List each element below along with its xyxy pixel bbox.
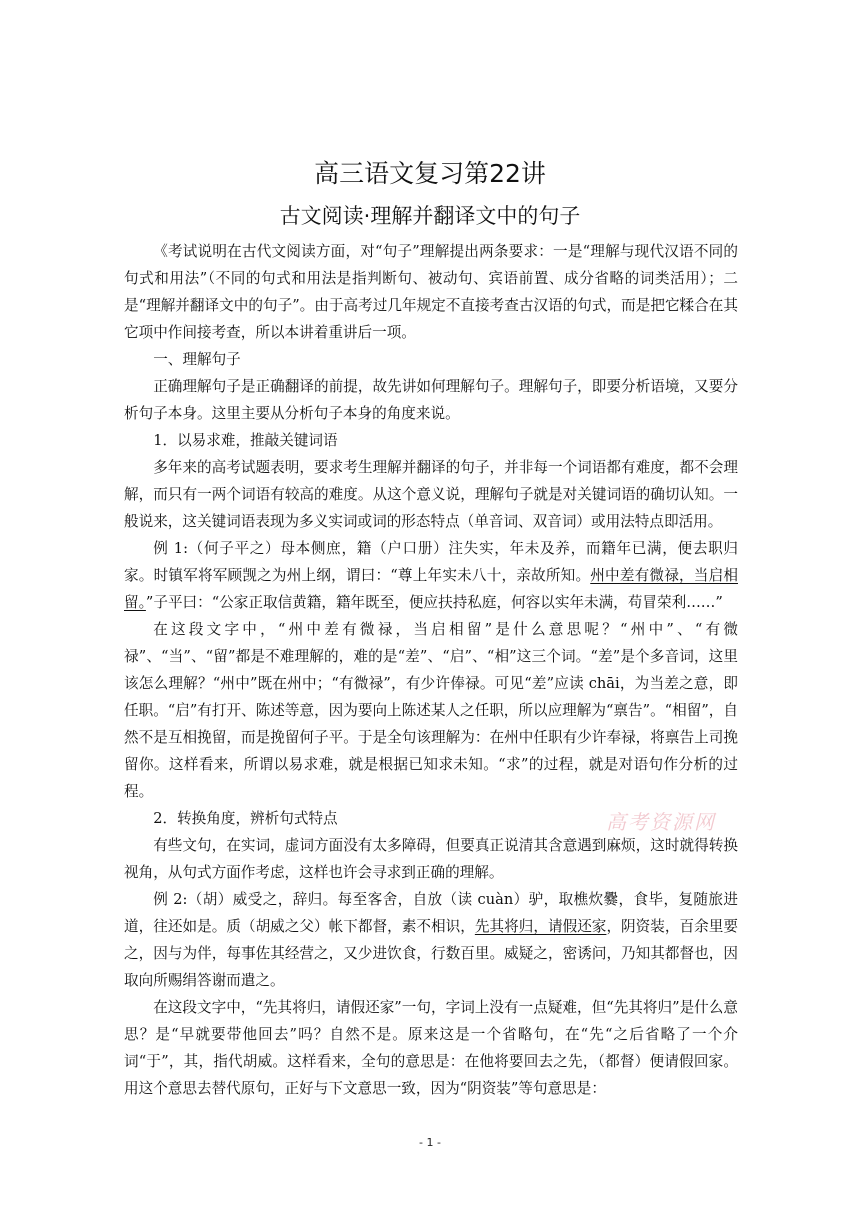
example-1-text-a: 例 1:（何子平之）母本侧庶，籍（户口册）注失实，年未及养，而籍年已满，便去职归家。时镇军将军顾觊之为州上纲，谓曰：“尊上年实未八十，亲故所知。	[124, 540, 738, 584]
example-1	[124, 535, 738, 616]
example-2	[124, 886, 738, 994]
document-subtitle: 古文阅读·理解并翻译文中的句子	[279, 204, 581, 228]
example-2-underlined: 先其将归，请假还家	[474, 918, 607, 935]
page-number: - 1 -	[419, 1136, 441, 1149]
paragraph-4: 在这段文字中，“州中差有微禄，当启相留”是什么意思呢？“州中”、“有微禄”、“当”、“留”都是不难理解的，难的是“差”、“启”、“相”这三个词。“差”是个多音词，这里该怎么理解？“州中”既在州中；“有微禄”，有少许俸禄。可见“差”应读 chāi，为当差之意，即任职。“启”有打开、陈述等意，因为要向上陈述某人之任职，所以应理解为“禀告”。“相留”，自然不是互相挽留，而是挽留何子平。于是全句该理解为：在州中任职有少许奉禄，将禀告上司挽留你。这样看来，所谓以易求难，就是根据已知求未知。“求”的过程，就是对语句作分析的过程。	[124, 621, 738, 800]
document-title: 高三语文复习第22讲	[314, 159, 546, 188]
subheading-1: 1．以易求难，推敲关键词语	[153, 432, 338, 449]
intro-paragraph: 《考试说明在古代文阅读方面，对“句子”理解提出两条要求：一是“理解与现代汉语不同的句式和用法”（不同的句式和用法是指判断句、被动句、宾语前置、成分省略的词类活用）；二是“理解并翻译文中的句子”。由于高考过几年规定不直接考查古汉语的句式，而是把它糅合在其它项中作间接考查，所以本讲着重讲后一项。	[124, 243, 738, 341]
paragraph-6: 在这段文字中，“先其将归，请假还家”一句，字词上没有一点疑难，但“先其将归”是什么意思？是“早就要带他回去”吗？自然不是。原来这是一个省略句，在“先“之后省略了一个介词“于”，其，指代胡威。这样看来，全句的意思是：在他将要回去之先，（都督）便请假回家。用这个意思去替代原句，正好与下文意思一致，因为“阴资装”等句意思是：	[124, 999, 738, 1097]
subheading-2: 2．转换角度，辨析句式特点	[153, 810, 338, 827]
example-2-text-a: 例 2:（胡）威受之，辞归。每至客舍，自放（读 cuàn）驴，取樵炊爨，食毕，复随旅进道，往还如是。质（胡威之父）帐下都督，素不相识，	[124, 891, 738, 935]
section-heading-1: 一、理解句子	[153, 351, 241, 368]
paragraph-2: 正确理解句子是正确翻译的前提，故先讲如何理解句子。理解句子，即要分析语境，又要分析句子本身。这里主要从分析句子本身的角度来说。	[124, 378, 738, 422]
example-2-text-b: ，阴资装，百余里要之，因与为伴，每事佐其经营之，又少进饮食，行数百里。威疑之，密诱问，乃知其都督也，因取向所赐绢答谢而遣之。	[124, 918, 738, 989]
paragraph-5: 有些文句，在实词，虚词方面没有太多障碍，但要真正说清其含意遇到麻烦，这时就得转换视角，从句式方面作考虑，这样也许会寻求到正确的理解。	[124, 837, 738, 881]
watermark: 高考资源网	[606, 810, 716, 834]
example-1-text-b: ”子平曰：“公家正取信黄籍，籍年既至，便应扶持私庭，何容以实年未满，苟冒荣利……”	[145, 594, 723, 611]
document-body	[124, 238, 738, 1102]
example-1-underlined: 州中差有微禄，当启相留。	[124, 567, 738, 611]
paragraph-3: 多年来的高考试题表明，要求考生理解并翻译的句子，并非每一个词语都有难度，都不会理解，而只有一两个词语有较高的难度。从这个意义说，理解句子就是对关键词语的确切认知。一般说来，这关键词语表现为多义实词或词的形态特点（单音词、双音词）或用法特点即活用。	[124, 459, 738, 530]
